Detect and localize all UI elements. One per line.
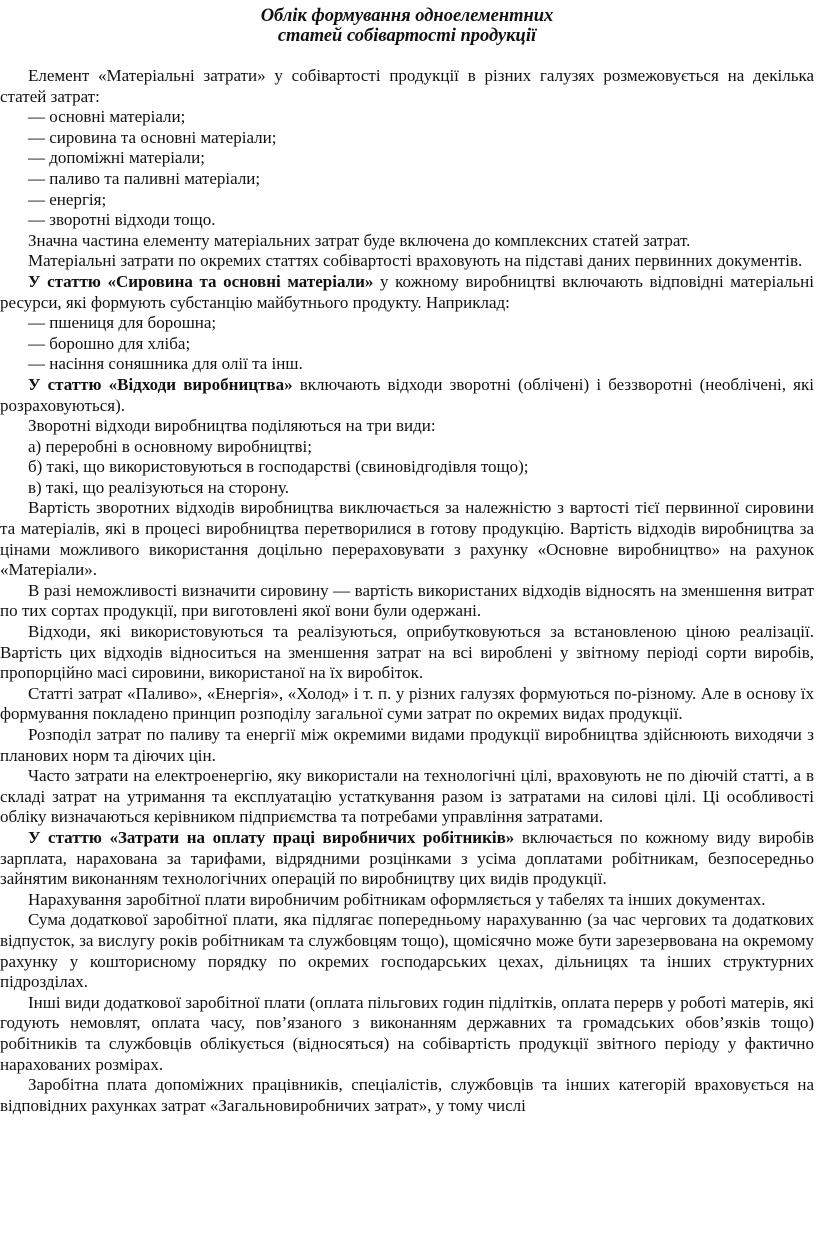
paragraph: Елемент «Матеріальні затрати» у собівартості продукції в різних галузях розмежовується на декілька статей затрат:	[0, 66, 814, 106]
paragraph: Зворотні відходи виробництва поділяються на три види:	[28, 416, 436, 436]
list-item: — пшениця для борошна;	[28, 313, 217, 333]
bold-heading: У статтю «Відходи виробництва»	[28, 374, 293, 394]
paragraph: В разі неможливості визначити сировину — вартість використаних відходів відносять на зменшення витрат по тих сортах продукції, при виготовлені якої вони були одержані.	[0, 580, 814, 621]
paragraph-text: включають відходи зворотні (облічені) і беззворотні (необлічені, які розраховуються).	[0, 374, 814, 415]
paragraph: Розподіл затрат по паливу та енергії між окремими видами продукції виробництва здійснюють виходячи з планових норм та діючих цін.	[0, 725, 814, 765]
document-body	[0, 66, 814, 1116]
list-item: — паливо та паливні матеріали;	[28, 168, 261, 188]
paragraph	[0, 828, 814, 890]
title-line-1: Облік формування одноелементних	[260, 6, 554, 26]
paragraph: Сума додаткової заробітної плати, яка підлягає попередньому нарахуванню (за час чергових та додаткових відпусток, за вислугу років робітникам та службовцям тощо), щомісячно може бути зарезервована на окремому рахунку у кошторисному порядку по окремих господарських цехах, дільницях та інших структурних підрозділах.	[0, 910, 814, 992]
paragraph: Нарахування заробітної плати виробничим робітникам оформляється у табелях та інших документах.	[28, 889, 766, 909]
paragraph: Значна частина елементу матеріальних затрат буде включена до комплексних статей затрат.	[28, 230, 691, 250]
list-item: — насіння соняшника для олії та інш.	[28, 354, 303, 374]
paragraph	[0, 272, 814, 313]
paragraph: Статті затрат «Паливо», «Енергія», «Холод» і т. п. у різних галузях формуються по-різному. Але в основу їх формування покладено принцип розподілу загальної суми затрат по окремих видах продукції.	[0, 683, 814, 724]
list-item: б) такі, що використовуються в господарстві (свиновідгодівля тощо);	[28, 457, 529, 477]
document-title	[0, 6, 814, 46]
list-item: — борошно для хліба;	[28, 333, 191, 353]
paragraph-text: у кожному виробництві включають відповідні матеріальні ресурси, які формують субстанцію майбутнього продукту. Наприклад:	[0, 271, 814, 312]
paragraph: Вартість зворотних відходів виробництва виключається за належністю з вартості тієї первинної сировини та матеріалів, які в процесі виробництва перетворилися в готову продукцію. Вартість відходів виробництва за цінами можливого використання доцільно перераховувати з рахунку «Основне виробництво» на рахунок «Матеріали».	[0, 498, 814, 580]
paragraph: Часто затрати на електроенергію, яку використали на технологічні цілі, враховують не по діючій статті, а в складі затрат на утримання та експлуатацію устаткування разом із затратами на силові цілі. Ці особливості обліку визначаються керівником підприємства та потребами управління затратами.	[0, 766, 814, 827]
list-item: в) такі, що реалізуються на сторону.	[28, 477, 290, 497]
paragraph-text: включається по кожному виду виробів зарплата, нарахована за тарифами, відрядними розцінками з усіма доплатами робітникам, безпосередньо зайнятим виконанням технологічних операцій по виробництву цих видів продукції.	[0, 827, 814, 889]
list-item: — допоміжні матеріали;	[28, 148, 205, 168]
list-item: — сировина та основні матеріали;	[28, 127, 277, 147]
list-item: а) переробні в основному виробництві;	[28, 436, 312, 456]
list-item: — основні матеріали;	[28, 107, 186, 127]
paragraph: Заробітна плата допоміжних працівників, спеціалістів, службовців та інших категорій враховується на відповідних рахунках затрат «Загальновиробничих затрат», у тому числі	[0, 1075, 814, 1115]
list-item: — енергія;	[28, 189, 107, 209]
paragraph: Відходи, які використовуються та реалізуються, оприбутковуються за встановленою ціною реалізації. Вартість цих відходів відноситься на зменшення затрат на всі вироблені у звітному періоді сорти виробів, пропорційно масі сировини, використаної на їх виробіток.	[0, 622, 814, 683]
bold-heading: У статтю «Затрати на оплату праці виробничих робітників»	[28, 827, 515, 847]
bold-heading: У статтю «Сировина та основні матеріали»	[28, 271, 374, 291]
title-line-2: статей собівартості продукції	[277, 26, 537, 46]
list-item: — зворотні відходи тощо.	[28, 210, 216, 230]
paragraph: Матеріальні затрати по окремих статтях собівартості враховують на підставі даних первинних документів.	[28, 251, 803, 271]
paragraph	[0, 375, 814, 416]
paragraph: Інші види додаткової заробітної плати (оплата пільгових годин підлітків, оплата перерв у роботі матерів, які годують немовлят, оплата часу, пов’язаного з виконанням державних та громадських обов’язків тощо) робітників та службовців облікується (відносяться) на собівартість продукції звітного періоду у фактично нарахованих розмірах.	[0, 992, 814, 1074]
